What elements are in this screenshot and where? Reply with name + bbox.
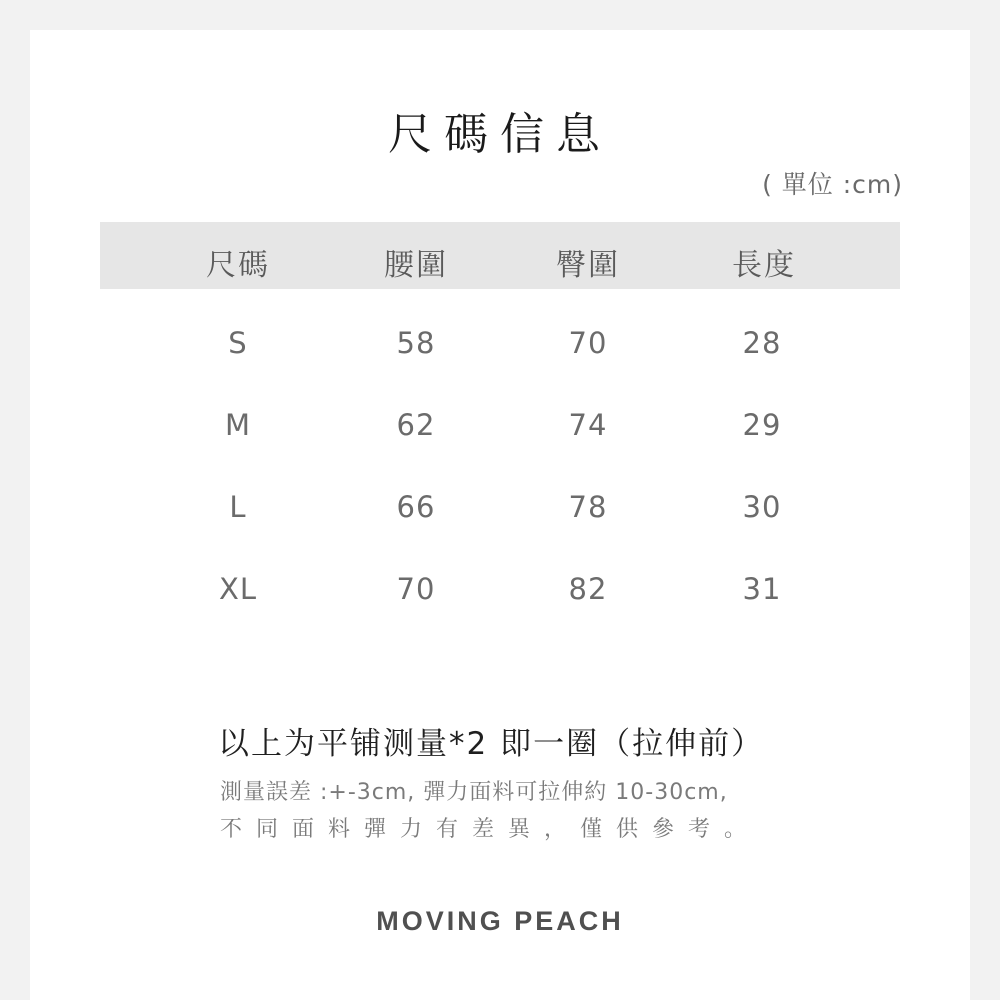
table-cell-hip: 70: [568, 326, 608, 360]
table-cell-length: 31: [742, 572, 782, 606]
header-hip: 臀圍: [556, 248, 620, 283]
table-cell-size: S: [228, 326, 248, 360]
brand-logo-text: MOVING PEACH: [376, 906, 624, 936]
table-cell-length: 30: [742, 490, 782, 524]
table-cell-length: 28: [742, 326, 782, 360]
table-cell-hip: 82: [568, 572, 608, 606]
fabric-note: 不同面料彈力有差異，僅供參考。: [220, 817, 761, 842]
header-size: 尺碼: [206, 248, 270, 283]
table-cell-hip: 74: [568, 408, 608, 442]
table-cell-waist: 70: [396, 572, 436, 606]
header-length: 長度: [732, 248, 796, 283]
table-cell-hip: 78: [568, 490, 608, 524]
table-cell-waist: 66: [396, 490, 436, 524]
table-cell-size: XL: [218, 572, 258, 606]
header-waist: 腰圍: [384, 248, 448, 283]
page-title: 尺碼信息: [388, 109, 612, 160]
table-cell-waist: 58: [396, 326, 436, 360]
table-cell-size: L: [229, 490, 247, 524]
tolerance-note: 測量誤差 :+-3cm, 彈力面料可拉伸約 10-30cm,: [220, 780, 728, 805]
table-cell-size: M: [224, 408, 252, 442]
unit-label: ( 單位 :cm): [762, 170, 903, 199]
table-cell-length: 29: [742, 408, 782, 442]
table-cell-waist: 62: [396, 408, 436, 442]
measurement-note: 以上为平铺测量*2 即一圈（拉伸前）: [218, 726, 765, 762]
